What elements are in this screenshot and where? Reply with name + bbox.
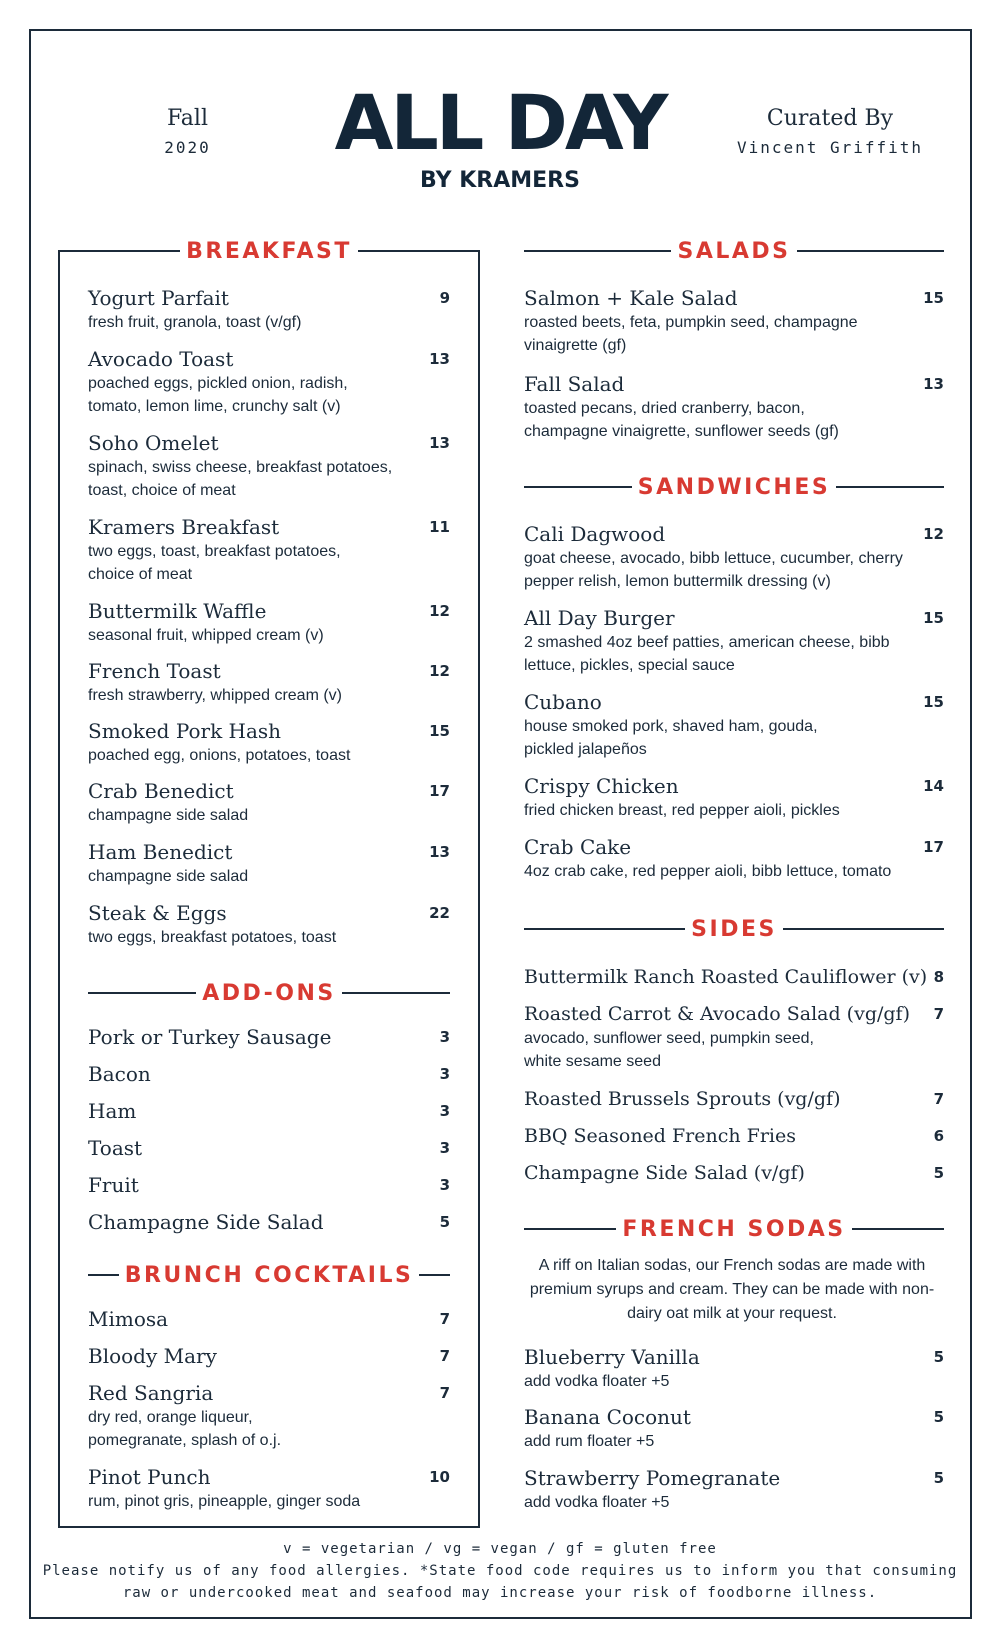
section-rule: [797, 250, 944, 252]
menu-item: [524, 964, 944, 990]
item-price: 5: [933, 1348, 944, 1366]
item-name: Crab Cake: [524, 835, 632, 859]
item-desc: poached egg, onions, potatoes, toast: [88, 747, 351, 764]
item-price: 3: [439, 1028, 450, 1046]
section-rule: [852, 1228, 944, 1230]
menu-item: [524, 689, 944, 761]
section-rule: [783, 928, 944, 930]
menu-item: [524, 605, 944, 677]
item-price: 12: [429, 602, 450, 620]
item-price: 13: [923, 375, 944, 393]
item-price: 9: [439, 289, 450, 307]
item-desc: toasted pecans, dried cranberry, bacon, champagne vinaigrette, sunflower seeds (gf): [524, 400, 839, 440]
allergy-notice: Please notify us of any food allergies. *State food code requires us to inform you that consuming raw or undercooked meat and seafood may increase your risk of foodborne illness.: [42, 1563, 958, 1601]
menu-item: [524, 1086, 944, 1112]
salads-header: [524, 236, 944, 266]
item-name: Mimosa: [88, 1307, 169, 1331]
sides-header: [524, 914, 944, 944]
season-label: Fall: [167, 106, 208, 131]
item-name: Blueberry Vanilla: [524, 1345, 700, 1369]
item-price: 7: [933, 1005, 944, 1023]
menu-item: [88, 1343, 450, 1369]
menu-item: [88, 1098, 450, 1124]
item-price: 13: [429, 350, 450, 368]
menu-item: [88, 1380, 450, 1452]
breakfast-title: BREAKFAST: [180, 239, 358, 264]
menu-item: [88, 1306, 450, 1332]
menu-item: [524, 285, 944, 357]
item-desc: spinach, swiss cheese, breakfast potatoes, toast, choice of meat: [88, 459, 393, 499]
menu-item: [88, 430, 450, 502]
item-price: 17: [923, 838, 944, 856]
item-price: 17: [429, 782, 450, 800]
item-desc: add rum floater +5: [524, 1433, 655, 1450]
menu-item: [88, 514, 450, 586]
item-desc: champagne side salad: [88, 807, 249, 824]
menu-item: [88, 1209, 450, 1235]
item-name: Champagne Side Salad: [88, 1210, 324, 1234]
item-name: Fall Salad: [524, 372, 625, 396]
item-price: 3: [439, 1065, 450, 1083]
menu-item: [88, 1464, 450, 1513]
item-price: 15: [923, 609, 944, 627]
item-desc: fresh fruit, granola, toast (v/gf): [88, 314, 302, 331]
item-name: All Day Burger: [524, 606, 675, 630]
item-price: 6: [933, 1127, 944, 1145]
menu-item: [88, 1024, 450, 1050]
item-name: Roasted Carrot & Avocado Salad (vg/gf): [524, 1003, 911, 1025]
item-name: Soho Omelet: [88, 431, 219, 455]
item-name: Buttermilk Waffle: [88, 599, 267, 623]
item-name: Pork or Turkey Sausage: [88, 1025, 332, 1049]
item-price: 3: [439, 1176, 450, 1194]
item-name: Smoked Pork Hash: [88, 719, 282, 743]
item-price: 12: [923, 525, 944, 543]
menu-item: [88, 1061, 450, 1087]
menu-item: [88, 778, 450, 827]
item-name: Kramers Breakfast: [88, 515, 280, 539]
item-price: 7: [439, 1384, 450, 1402]
item-name: Steak & Eggs: [88, 901, 227, 925]
curated-label: Curated By: [766, 106, 894, 131]
item-desc: house smoked pork, shaved ham, gouda, pickled jalapeños: [524, 718, 818, 758]
menu-item: [524, 773, 944, 822]
item-name: Yogurt Parfait: [88, 286, 229, 310]
cocktails-header: [88, 1260, 450, 1290]
item-name: Salmon + Kale Salad: [524, 286, 738, 310]
item-desc: fresh strawberry, whipped cream (v): [88, 687, 342, 704]
item-name: Cali Dagwood: [524, 522, 666, 546]
item-price: 15: [923, 289, 944, 307]
item-price: 7: [933, 1090, 944, 1108]
item-price: 14: [923, 777, 944, 795]
item-name: Fruit: [88, 1173, 139, 1197]
item-price: 11: [429, 518, 450, 536]
item-price: 5: [933, 1408, 944, 1426]
menu-item: [88, 346, 450, 418]
item-name: Strawberry Pomegranate: [524, 1466, 781, 1490]
item-name: Ham: [88, 1099, 137, 1123]
item-name: Banana Coconut: [524, 1405, 691, 1429]
menu-item: [524, 834, 944, 883]
item-price: 5: [439, 1213, 450, 1231]
sodas-header: [524, 1214, 944, 1244]
item-desc: add vodka floater +5: [524, 1494, 670, 1511]
dietary-legend: v = vegetarian / vg = vegan / gf = gluten free: [283, 1541, 717, 1557]
curator-block: [720, 104, 940, 157]
section-rule: [524, 1228, 616, 1230]
item-price: 15: [923, 693, 944, 711]
item-desc: champagne side salad: [88, 868, 249, 885]
section-rule: [836, 486, 944, 488]
sodas-intro: A riff on Italian sodas, our French sodas are made with premium syrups and cream. They can be made with non-dairy oat milk at your request.: [529, 1257, 935, 1322]
season-block: [140, 104, 235, 157]
section-rule: [524, 250, 671, 252]
item-desc: two eggs, toast, breakfast potatoes, choice of meat: [88, 543, 341, 583]
menu-item: [524, 521, 944, 593]
item-price: 3: [439, 1102, 450, 1120]
item-desc: roasted beets, feta, pumpkin seed, champagne vinaigrette (gf): [524, 314, 858, 354]
menu-item: [524, 1465, 944, 1514]
item-desc: poached eggs, pickled onion, radish, tomato, lemon lime, crunchy salt (v): [88, 375, 348, 415]
menu-title: ALL DAY: [334, 78, 666, 167]
sandwiches-header: [524, 472, 944, 502]
item-desc: avocado, sunflower seed, pumpkin seed, white sesame seed: [524, 1030, 814, 1070]
item-price: 22: [429, 904, 450, 922]
item-name: Buttermilk Ranch Roasted Cauliflower (v): [524, 966, 928, 988]
item-name: Crispy Chicken: [524, 774, 679, 798]
curator-name: Vincent Griffith: [736, 138, 924, 157]
menu-item: [88, 285, 450, 334]
menu-item: [524, 1001, 944, 1073]
menu-item: [88, 598, 450, 647]
item-price: 13: [429, 434, 450, 452]
item-price: 10: [429, 1468, 450, 1486]
item-price: 15: [429, 722, 450, 740]
section-rule: [524, 928, 685, 930]
menu-item: [524, 1344, 944, 1393]
item-price: 5: [933, 1469, 944, 1487]
item-desc: rum, pinot gris, pineapple, ginger soda: [88, 1493, 361, 1510]
item-price: 13: [429, 843, 450, 861]
item-price: 8: [933, 968, 944, 986]
menu-item: [524, 1160, 944, 1186]
breakfast-header: [80, 236, 458, 266]
sandwiches-title: SANDWICHES: [637, 474, 831, 500]
item-desc: 2 smashed 4oz beef patties, american cheese, bibb lettuce, pickles, special sauce: [524, 634, 890, 674]
addons-header: [88, 978, 450, 1008]
item-desc: fried chicken breast, red pepper aioli, pickles: [524, 802, 840, 819]
section-rule: [88, 992, 196, 994]
item-name: Red Sangria: [88, 1381, 214, 1405]
season-year: 2020: [164, 138, 211, 157]
menu-item: [88, 718, 450, 767]
section-rule: [88, 1274, 119, 1276]
item-name: Ham Benedict: [88, 840, 233, 864]
menu-item: [524, 1404, 944, 1453]
item-price: 5: [933, 1164, 944, 1182]
menu-item: [88, 1172, 450, 1198]
section-rule: [419, 1274, 450, 1276]
item-desc: goat cheese, avocado, bibb lettuce, cucumber, cherry pepper relish, lemon buttermilk dressing (v): [524, 550, 903, 590]
item-name: Pinot Punch: [88, 1465, 211, 1489]
menu-item: [88, 900, 450, 949]
menu-item: [88, 658, 450, 707]
menu-item: [88, 839, 450, 888]
menu-item: [524, 1123, 944, 1149]
item-desc: dry red, orange liqueur, pomegranate, splash of o.j.: [88, 1409, 282, 1449]
item-name: BBQ Seasoned French Fries: [524, 1125, 797, 1147]
item-name: Bloody Mary: [88, 1344, 217, 1368]
item-desc: add vodka floater +5: [524, 1373, 670, 1390]
item-price: 3: [439, 1139, 450, 1157]
footer: [40, 1538, 960, 1604]
item-desc: 4oz crab cake, red pepper aioli, bibb lettuce, tomato: [524, 863, 892, 880]
section-rule: [524, 486, 632, 488]
cocktails-title: BRUNCH COCKTAILS: [124, 1262, 414, 1288]
item-price: 7: [439, 1310, 450, 1328]
section-rule: [342, 992, 450, 994]
item-price: 12: [429, 662, 450, 680]
item-desc: two eggs, breakfast potatoes, toast: [88, 929, 337, 946]
menu-item: [524, 371, 944, 443]
item-name: Toast: [88, 1136, 143, 1160]
item-name: Crab Benedict: [88, 779, 234, 803]
salads-title: SALADS: [677, 238, 791, 264]
item-name: French Toast: [88, 659, 221, 683]
menu-item: [88, 1135, 450, 1161]
item-name: Bacon: [88, 1062, 151, 1086]
item-name: Roasted Brussels Sprouts (vg/gf): [524, 1088, 841, 1110]
sides-title: SIDES: [691, 916, 777, 942]
menu-subtitle: BY KRAMERS: [420, 168, 580, 193]
item-desc: seasonal fruit, whipped cream (v): [88, 627, 324, 644]
item-name: Avocado Toast: [88, 347, 234, 371]
item-price: 7: [439, 1347, 450, 1365]
item-name: Champagne Side Salad (v/gf): [524, 1162, 805, 1184]
addons-title: ADD-ONS: [202, 980, 336, 1006]
sodas-title: FRENCH SODAS: [622, 1216, 846, 1242]
item-name: Cubano: [524, 690, 602, 714]
